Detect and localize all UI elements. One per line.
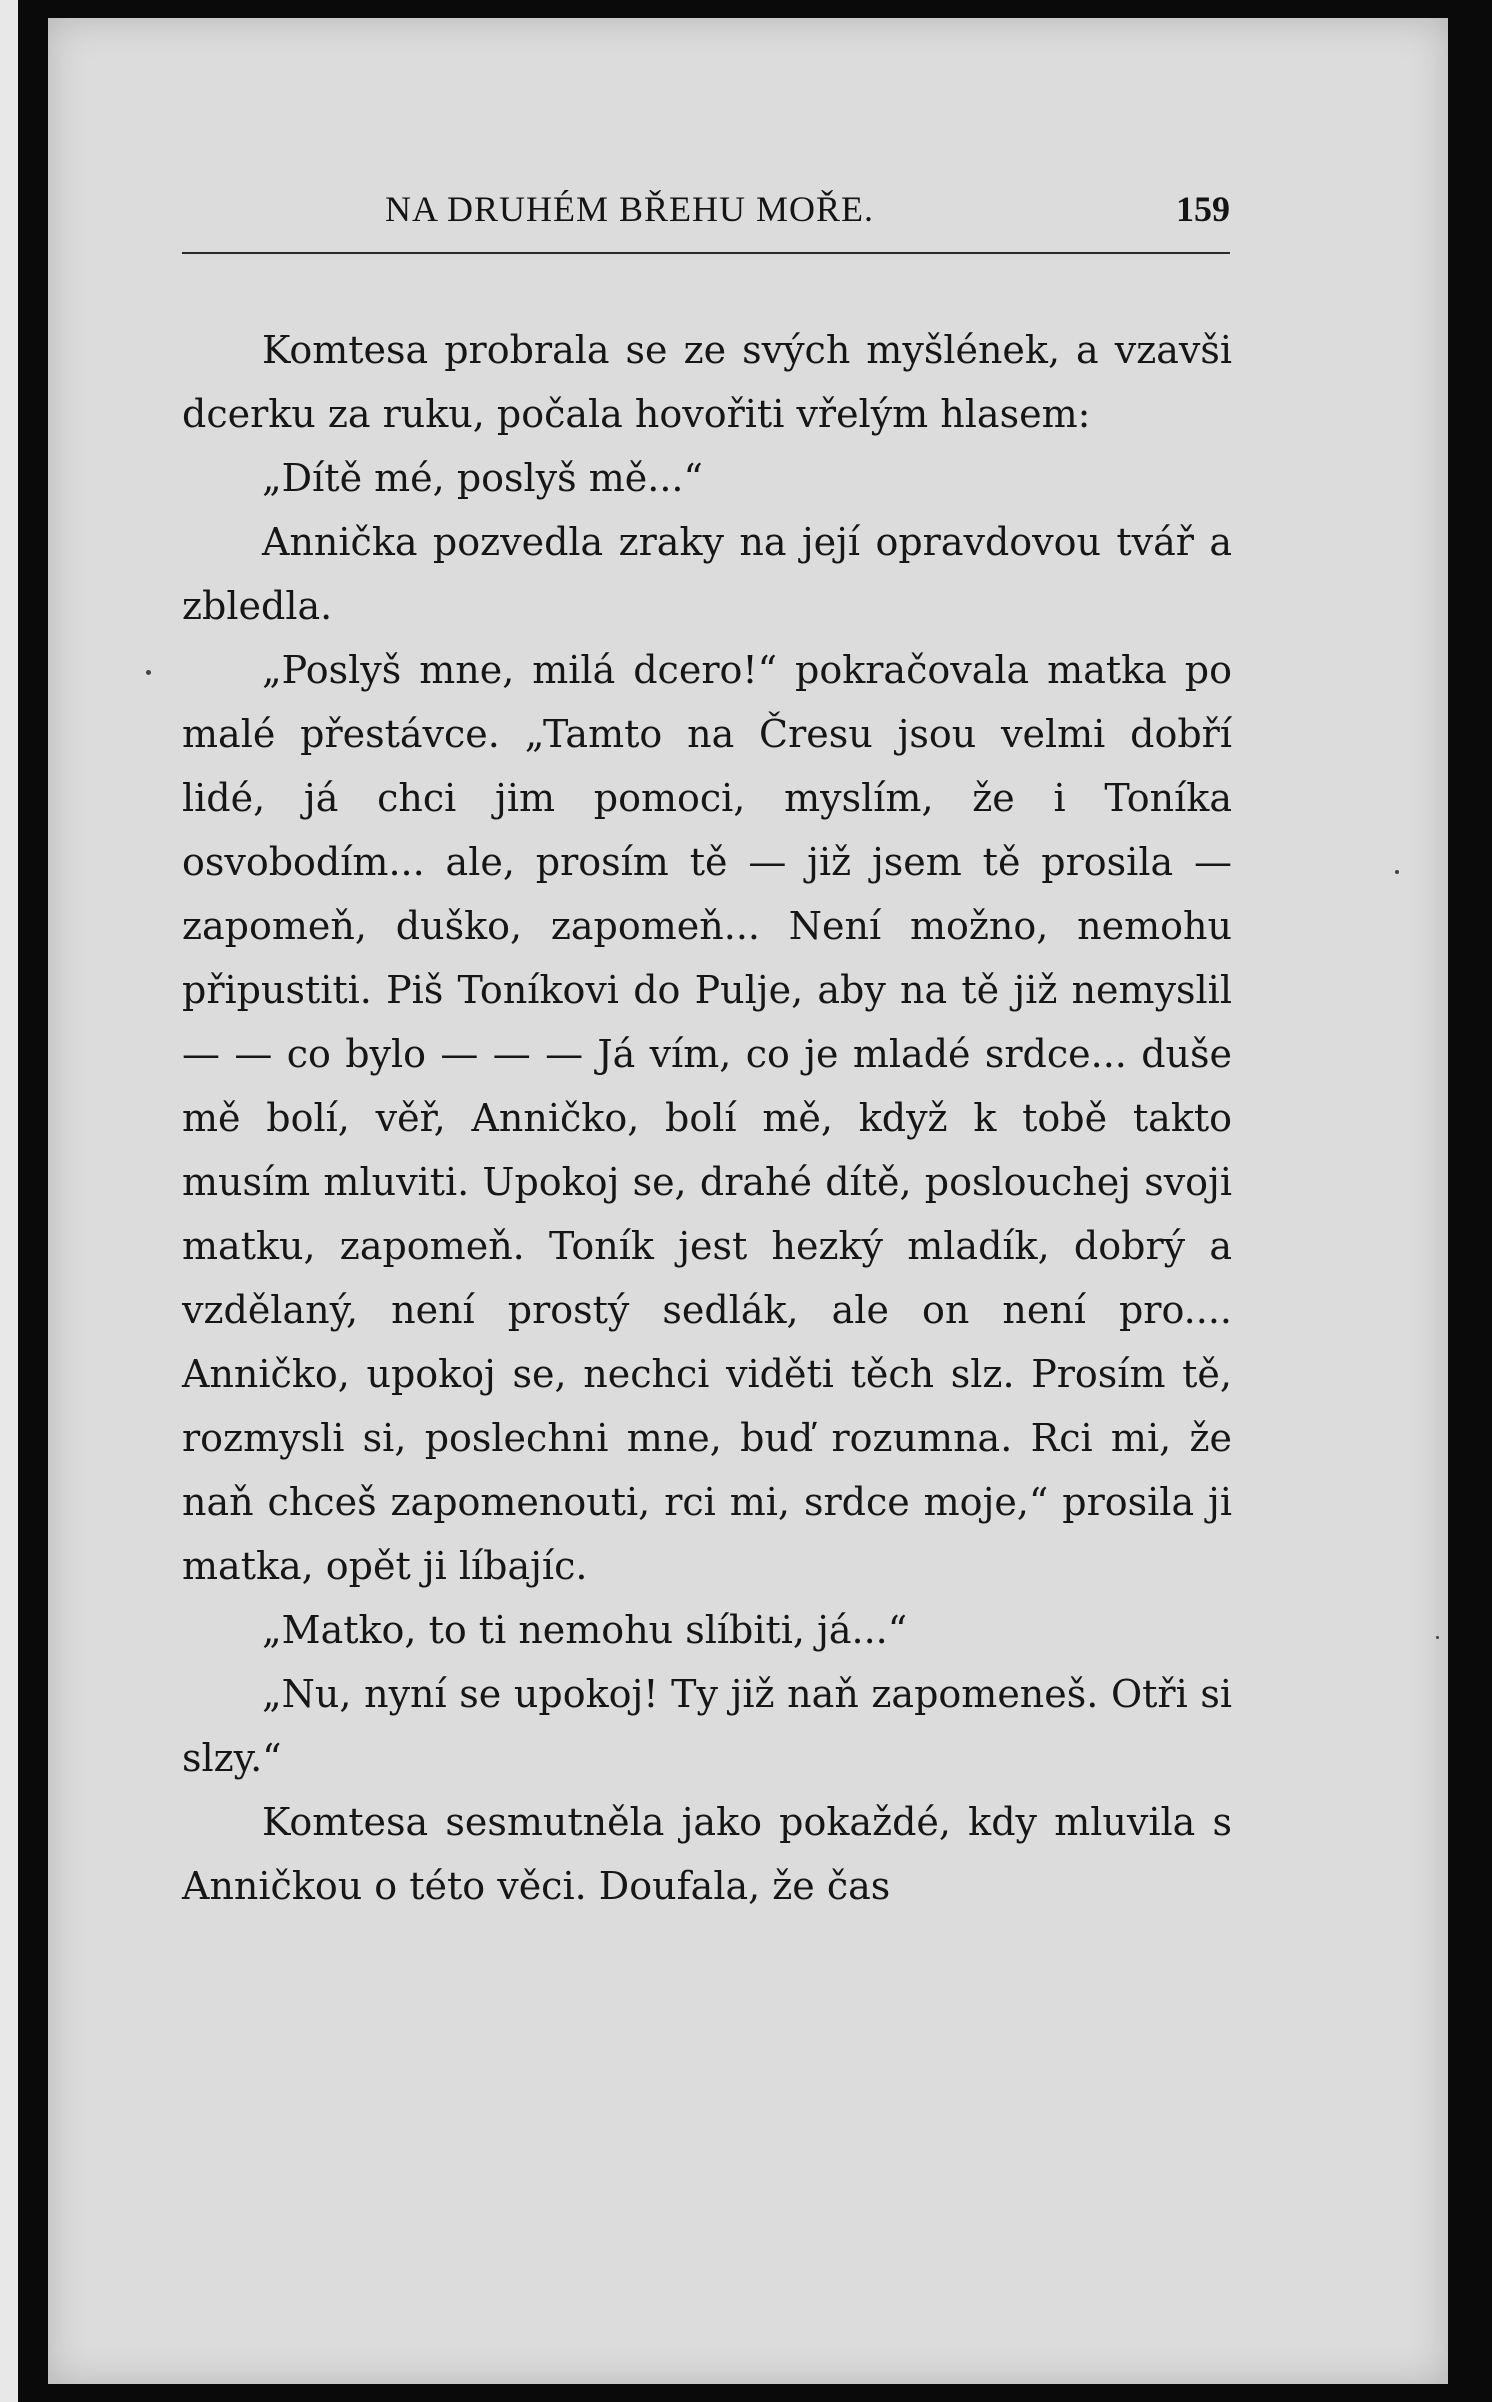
paragraph: Komtesa probrala se ze svých myšlének, a vzavši dcerku za ruku, počala hovořiti vřelým hlasem: (182, 328, 1232, 436)
paragraph: „Matko, to ti nemohu slíbiti, já...“ (262, 1608, 908, 1652)
paragraph: „Dítě mé, poslyš mě...“ (262, 456, 703, 500)
specks (1436, 1636, 1439, 1639)
paragraph: Annička pozvedla zraky na její opravdovou tvář a zbledla. (182, 520, 1232, 628)
running-header (185, 188, 1230, 228)
running-title: NA DRUHÉM BŘEHU MOŘE. (385, 189, 875, 229)
page-edge (0, 0, 18, 2402)
specks (1395, 870, 1399, 874)
header-rule (182, 252, 1230, 254)
page-number: 159 (1176, 189, 1230, 229)
body-text (182, 318, 1232, 1918)
specks (146, 670, 151, 675)
paragraph: „Poslyš mne, milá dcero!“ pokračovala matka po malé přestávce. „Tamto na Čresu jsou velmi dobří lidé, já chci jim pomoci, myslím, že i Toníka osvobodím... ale, prosím tě — již jsem tě prosila — zapomeň, duško, zapomeň... Není možno, nemohu připustiti. Piš Toníkovi do Pulje, aby na tě již nemyslil — — co bylo — — — Já vím, co je mladé srdce... duše mě bolí, věř, Anničko, bolí mě, když k tobě takto musím mluviti. Upokoj se, drahé dítě, poslouchej svoji matku, zapomeň. Toník jest hezký mladík, dobrý a vzdělaný, není prostý sedlák, ale on není pro.... Anničko, upokoj se, nechci viděti těch slz. Prosím tě, rozmysli si, poslechni mne, buď rozumna. Rci mi, že naň chceš zapomenouti, rci mi, srdce moje,“ prosila ji matka, opět ji líbajíc. (182, 648, 1232, 1588)
paragraph: „Nu, nyní se upokoj! Ty již naň zapomeneš. Otři si slzy.“ (182, 1672, 1232, 1780)
paragraph: Komtesa sesmutněla jako pokaždé, kdy mluvila s Anničkou o této věci. Doufala, že čas (182, 1800, 1232, 1908)
